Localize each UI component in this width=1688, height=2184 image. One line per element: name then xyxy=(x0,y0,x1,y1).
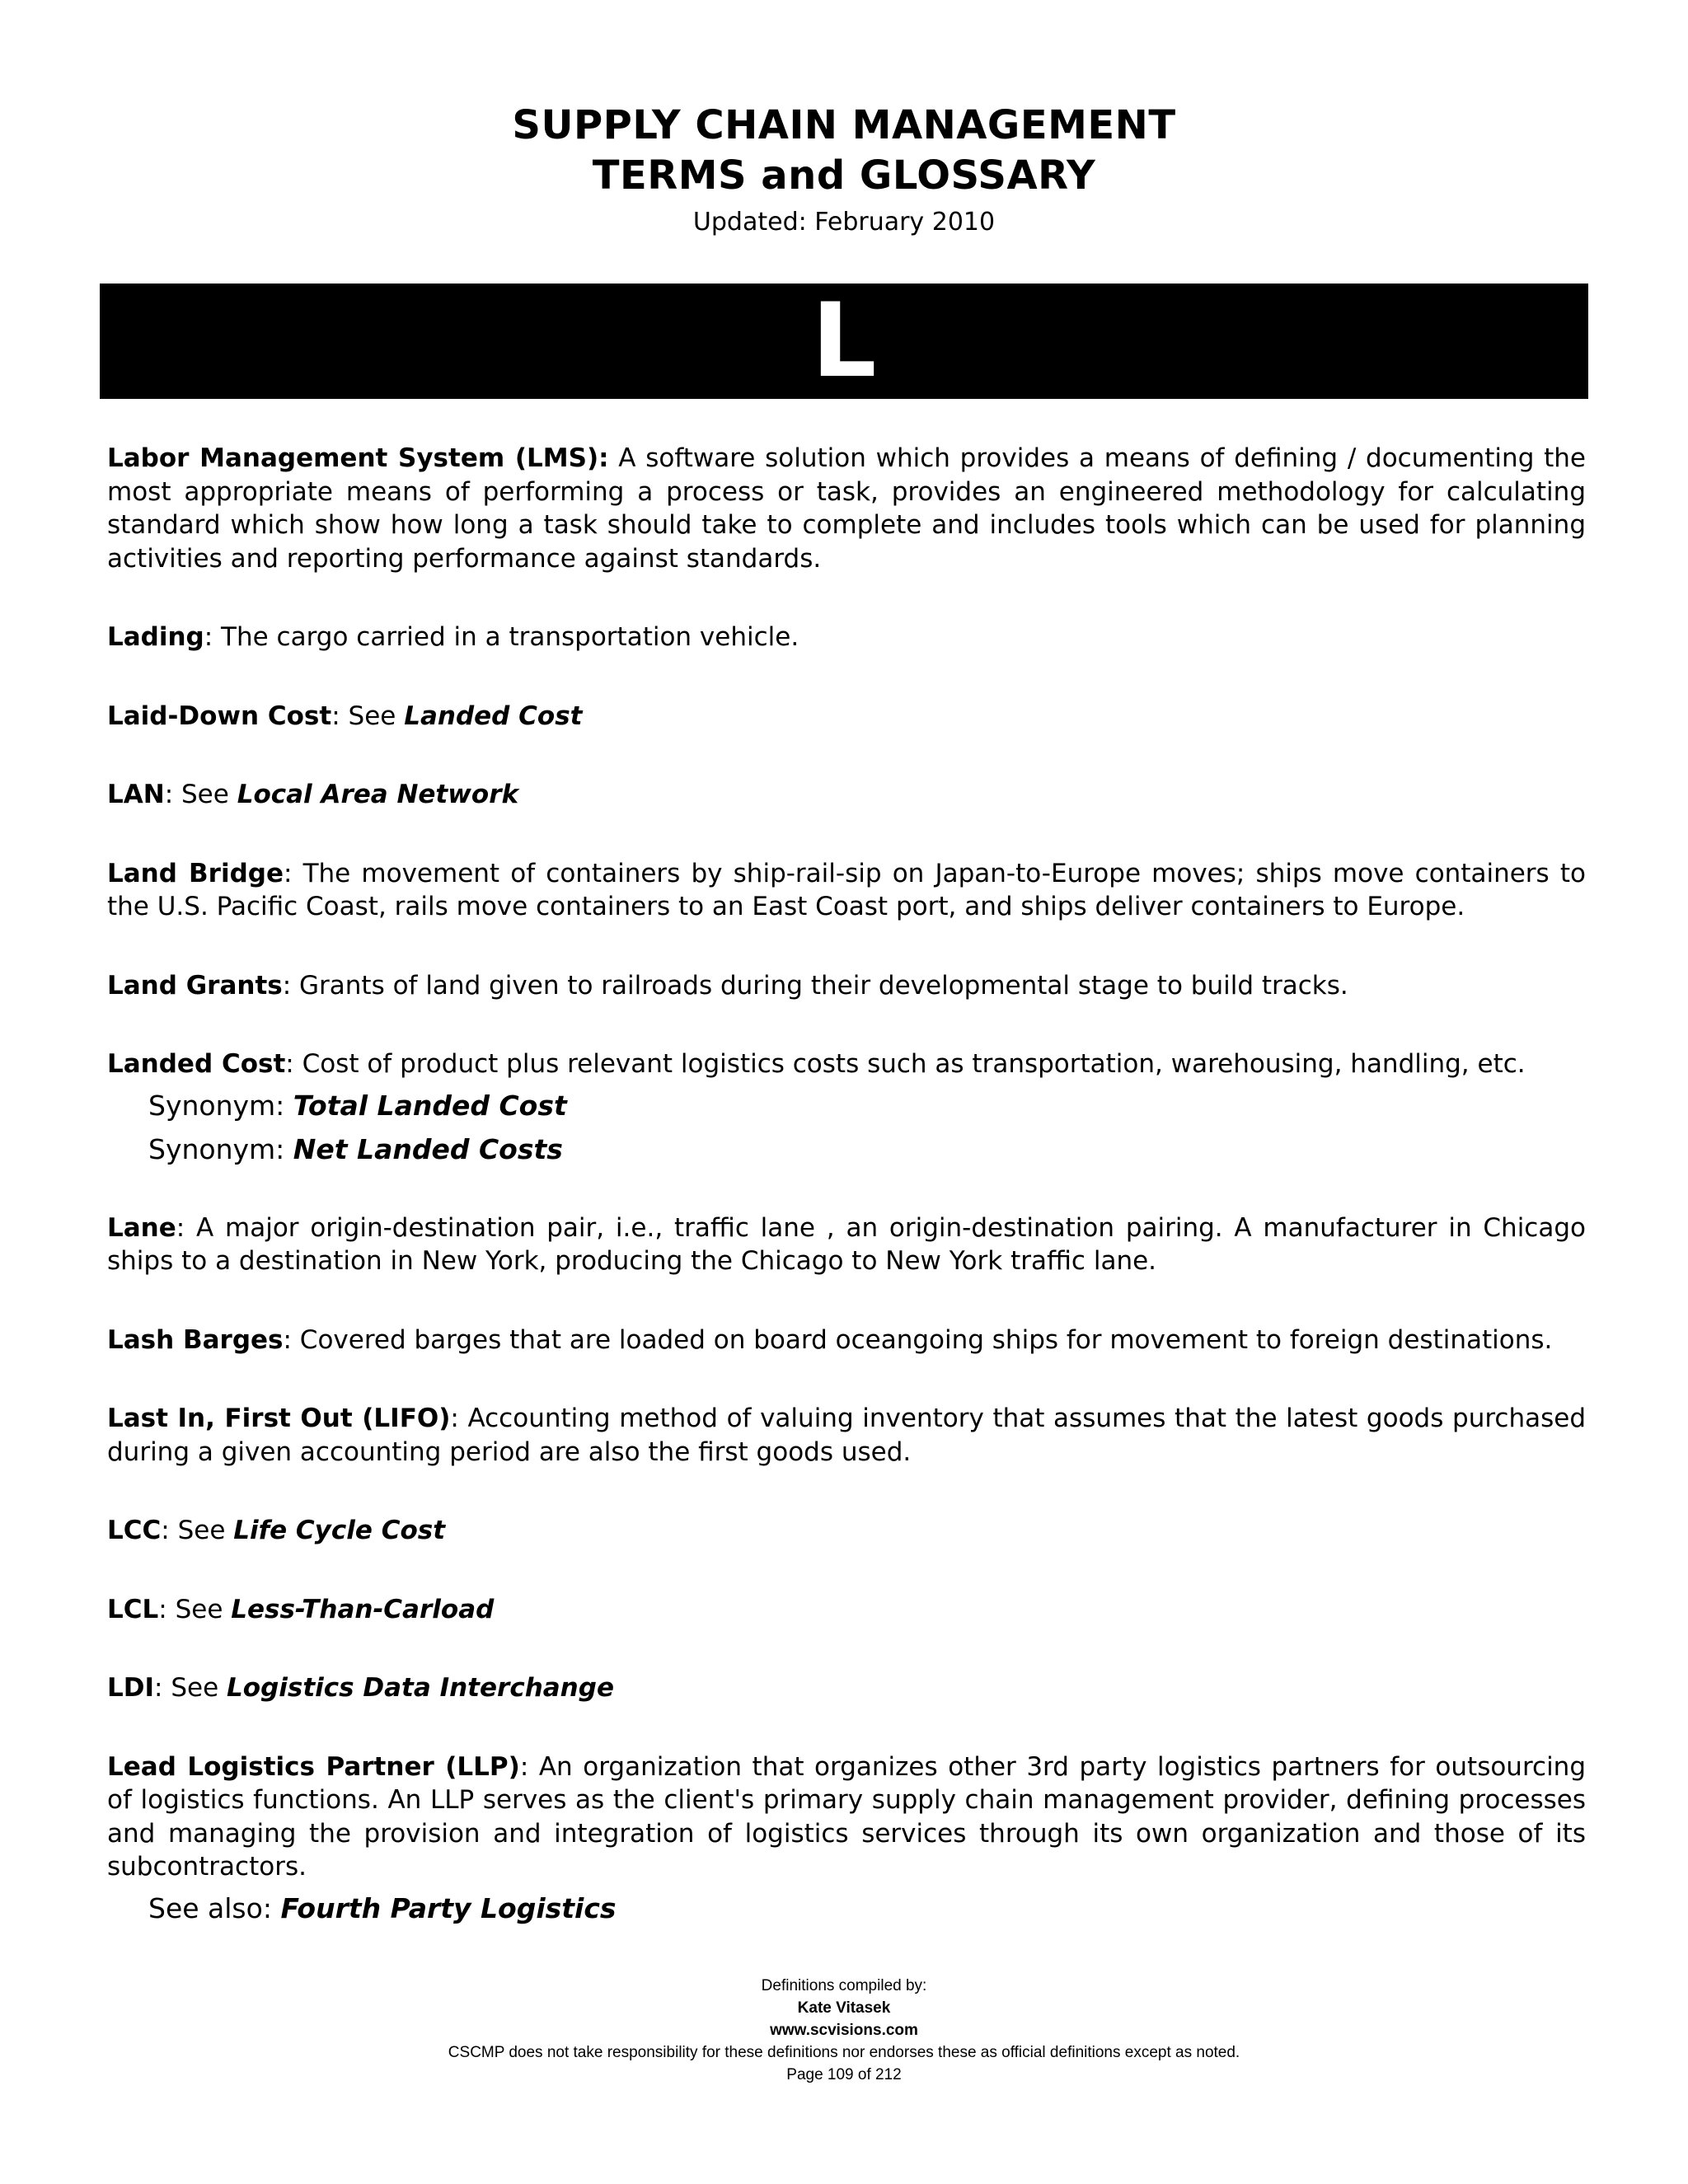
footer-disclaimer: CSCMP does not take responsibility for these definitions nor endorses these as official definitions except as noted. xyxy=(448,2044,1240,2061)
footer-author: Kate Vitasek xyxy=(797,1999,891,2017)
glossary-entry xyxy=(107,1593,1586,1627)
glossary-definition: : See xyxy=(164,780,237,809)
updated-date: Updated: February 2010 xyxy=(692,208,996,237)
footer-website: www.scvisions.com xyxy=(770,2022,918,2039)
glossary-term: LAN xyxy=(107,780,165,809)
related-term-reference: Fourth Party Logistics xyxy=(280,1891,617,1924)
glossary-entry xyxy=(107,700,1586,733)
glossary-term: Land Grants xyxy=(107,970,283,1001)
glossary-definition: : See xyxy=(161,1516,234,1545)
glossary-cross-reference: Landed Cost xyxy=(404,701,583,731)
glossary-related-term xyxy=(148,1086,1586,1125)
glossary-definition: : See xyxy=(154,1673,227,1703)
glossary-term: Laid-Down Cost xyxy=(107,701,332,731)
glossary-term: Labor Management System (LMS): xyxy=(107,443,609,473)
glossary-term: Landed Cost xyxy=(107,1049,286,1079)
glossary-cross-reference: Logistics Data Interchange xyxy=(227,1673,614,1703)
glossary-definition: : A major origin-destination pair, i.e., traffic lane , an origin-destination pairing. A manufacturer in Chicago ships to a destination in New York, producing the Chicago to New York traffic lane. xyxy=(107,1212,1586,1276)
document-title-line-1: SUPPLY CHAIN MANAGEMENT xyxy=(512,102,1176,148)
glossary-term: Lead Logistics Partner (LLP) xyxy=(107,1751,520,1782)
glossary-definition: : Covered barges that are loaded on board oceangoing ships for movement to foreign destinations. xyxy=(283,1324,1553,1355)
glossary-term: Last In, First Out (LIFO) xyxy=(107,1404,451,1433)
related-term-label: See also: xyxy=(148,1891,281,1924)
glossary-cross-reference: Less-Than-Carload xyxy=(231,1594,495,1624)
page-footer xyxy=(0,1975,1688,2086)
glossary-entry xyxy=(107,1671,1586,1705)
glossary-definition: : Cost of product plus relevant logistics costs such as transportation, warehousing, handling, etc. xyxy=(285,1049,1526,1079)
glossary-term: Land Bridge xyxy=(107,858,284,888)
glossary-cross-reference: Local Area Network xyxy=(237,780,519,809)
related-term-reference: Net Landed Costs xyxy=(293,1132,563,1165)
glossary-term: Lash Barges xyxy=(107,1324,284,1355)
glossary-entry xyxy=(107,1047,1586,1169)
glossary-definition: : An organization that organizes other 3rd party logistics partners for outsourcing of logistics functions. An LLP serves as the client's primary supply chain management provider, defining processes and managing the provision and integration of logistics services through its own organization and those of its subcontractors. xyxy=(107,1751,1587,1882)
glossary-entry xyxy=(107,621,1586,654)
glossary-entry xyxy=(107,1750,1586,1928)
glossary-cross-reference: Life Cycle Cost xyxy=(233,1516,446,1545)
glossary-related-term xyxy=(148,1130,1586,1169)
glossary-entry xyxy=(107,1514,1586,1548)
glossary-entry xyxy=(107,442,1586,575)
footer-compiled-by: Definitions compiled by: xyxy=(761,1977,927,1994)
glossary-entry xyxy=(107,1402,1586,1469)
glossary-definition: A software solution which provides a means of defining / documenting the most appropriate means of performing a process or task, provides an engineered methodology for calculating standard which show how long a task should take to complete and includes tools which can be used for planning activities and reporting performance against standards. xyxy=(107,443,1586,574)
glossary-entries xyxy=(107,442,1586,1971)
glossary-term: LCL xyxy=(107,1594,159,1624)
glossary-entry xyxy=(107,1324,1586,1357)
glossary-term: Lane xyxy=(107,1212,176,1243)
glossary-term: Lading xyxy=(107,622,204,652)
footer-page-number: Page 109 of 212 xyxy=(786,2066,902,2083)
glossary-term: LCC xyxy=(107,1516,162,1545)
glossary-term: LDI xyxy=(107,1673,155,1703)
glossary-definition: : The cargo carried in a transportation vehicle. xyxy=(204,622,799,652)
glossary-entry xyxy=(107,969,1586,1003)
related-term-label: Synonym: xyxy=(148,1132,293,1165)
glossary-related-term xyxy=(148,1889,1586,1928)
glossary-definition: : Grants of land given to railroads during their developmental stage to build tracks. xyxy=(282,970,1348,1001)
section-letter-banner: L xyxy=(100,284,1588,399)
related-term-reference: Total Landed Cost xyxy=(293,1089,567,1122)
related-term-label: Synonym: xyxy=(148,1089,293,1122)
glossary-definition: : See xyxy=(331,701,405,731)
glossary-entry xyxy=(107,778,1586,812)
document-title-line-2: TERMS and GLOSSARY xyxy=(592,152,1096,199)
glossary-definition: : Accounting method of valuing inventory that assumes that the latest goods purchased during a given accounting period are also the first goods used. xyxy=(107,1404,1586,1467)
glossary-entry xyxy=(107,1212,1586,1278)
glossary-definition: : The movement of containers by ship-rail-sip on Japan-to-Europe moves; ships move containers to the U.S. Pacific Coast, rails move containers to an East Coast port, and ships deliver containers to Europe. xyxy=(107,858,1586,921)
glossary-definition: : See xyxy=(158,1594,232,1624)
glossary-entry xyxy=(107,857,1586,924)
